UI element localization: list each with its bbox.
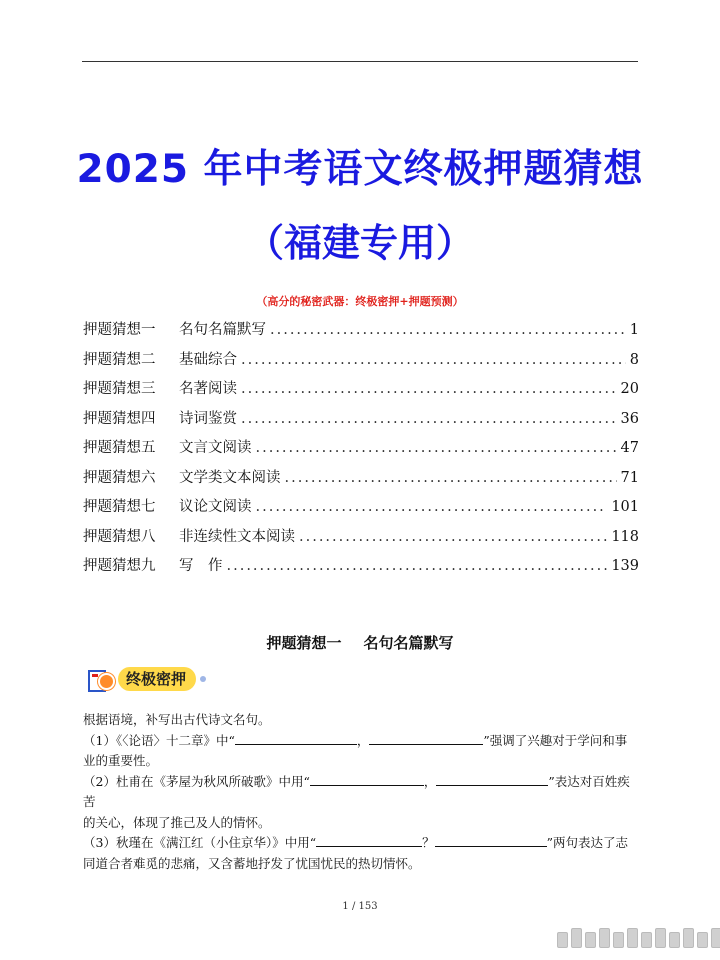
toc-leader [256, 440, 617, 456]
header-rule [82, 61, 638, 62]
question-item-cont: 的关心，体现了推己及人的情怀。 [83, 814, 271, 830]
toc-leader [285, 470, 617, 486]
toc-page: 139 [611, 558, 639, 574]
document-title: 2025 年中考语文终极押题猜想 [76, 147, 644, 192]
toc-row[interactable] [83, 554, 639, 584]
toc-label: 押题猜想九 [83, 558, 156, 574]
toc-row[interactable] [83, 466, 639, 496]
section-heading [0, 632, 720, 653]
toc-title: 非连续性文本阅读 [179, 528, 295, 545]
question-item-cont: 同道合者难觅的悲痛，又含蓄地抒发了忧国忧民的热切情怀。 [83, 855, 421, 871]
toc-row[interactable] [83, 436, 639, 466]
toc-leader [241, 411, 617, 427]
toc-leader [256, 499, 608, 515]
toc-label: 押题猜想一 [83, 322, 156, 338]
section-badge [86, 665, 206, 693]
question-item-cont: 业的重要性。 [83, 753, 159, 768]
toc-leader [270, 322, 626, 338]
toc-title: 议论文阅读 [179, 499, 252, 515]
toc-page: 47 [620, 440, 639, 456]
toc-leader [241, 381, 617, 397]
toc-label: 押题猜想八 [83, 528, 156, 545]
toc-title: 文学类文本阅读 [179, 469, 281, 486]
toc-leader [241, 352, 626, 368]
toc-label: 押题猜想七 [83, 499, 156, 515]
toc-row[interactable] [83, 377, 639, 407]
answer-blank[interactable] [369, 732, 483, 745]
toc-row[interactable] [83, 495, 639, 525]
toc-title: 写 作 [179, 558, 223, 574]
toc-page: 8 [629, 351, 639, 368]
question-item: （3）秋瑾在《满江红（小住京华）》中用“ ？ ”两句表达了志 [83, 835, 629, 850]
toc-label: 押题猜想六 [83, 469, 156, 486]
question-item: （2）杜甫在《茅屋为秋风所破歌》中用“ ， ”表达对百姓疾苦 [83, 773, 630, 809]
answer-blank[interactable] [310, 773, 424, 786]
toc-page: 1 [629, 322, 639, 338]
toc-page: 36 [620, 410, 639, 427]
answer-blank[interactable] [316, 834, 422, 847]
toc-page: 71 [620, 469, 639, 486]
question-intro: 根据语境，补写出古代诗文名句。 [83, 712, 271, 727]
toc-leader [227, 558, 608, 574]
toc-row[interactable] [83, 525, 639, 555]
page-indicator: 1 / 153 [342, 901, 378, 912]
watermark-logo [557, 928, 720, 948]
toc-row[interactable] [83, 407, 639, 437]
section-label: 押题猜想一 [266, 634, 342, 652]
answer-blank[interactable] [436, 773, 548, 786]
toc-page: 101 [611, 499, 639, 515]
toc-page: 20 [620, 381, 639, 397]
toc-leader [299, 529, 607, 545]
toc-page: 118 [611, 528, 639, 545]
toc-title: 文言文阅读 [179, 440, 252, 456]
question-item: （1）《〈论语〉十二章》中“ ， ”强调了兴趣对于学问和事 [83, 732, 628, 748]
toc-title: 名句名篇默写 [179, 322, 266, 338]
badge-label: 终极密押 [118, 667, 196, 691]
toc-row[interactable] [83, 318, 639, 348]
answer-blank[interactable] [235, 732, 357, 745]
toc-row[interactable] [83, 348, 639, 378]
toc-label: 押题猜想二 [83, 351, 156, 368]
table-of-contents [83, 318, 639, 584]
badge-icon [86, 667, 114, 691]
tagline: （高分的秘密武器：终极密押+押题预测） [256, 295, 464, 308]
badge-dot-icon [200, 676, 206, 682]
toc-title: 名著阅读 [179, 381, 237, 397]
answer-blank[interactable] [435, 834, 547, 847]
toc-label: 押题猜想五 [83, 440, 156, 456]
toc-title: 诗词鉴赏 [179, 410, 237, 427]
section-title: 名句名篇默写 [363, 634, 454, 652]
document-subtitle: （福建专用） [245, 221, 474, 265]
question-body [83, 710, 639, 874]
toc-title: 基础综合 [179, 351, 237, 368]
toc-label: 押题猜想三 [83, 381, 156, 397]
toc-label: 押题猜想四 [83, 410, 156, 427]
